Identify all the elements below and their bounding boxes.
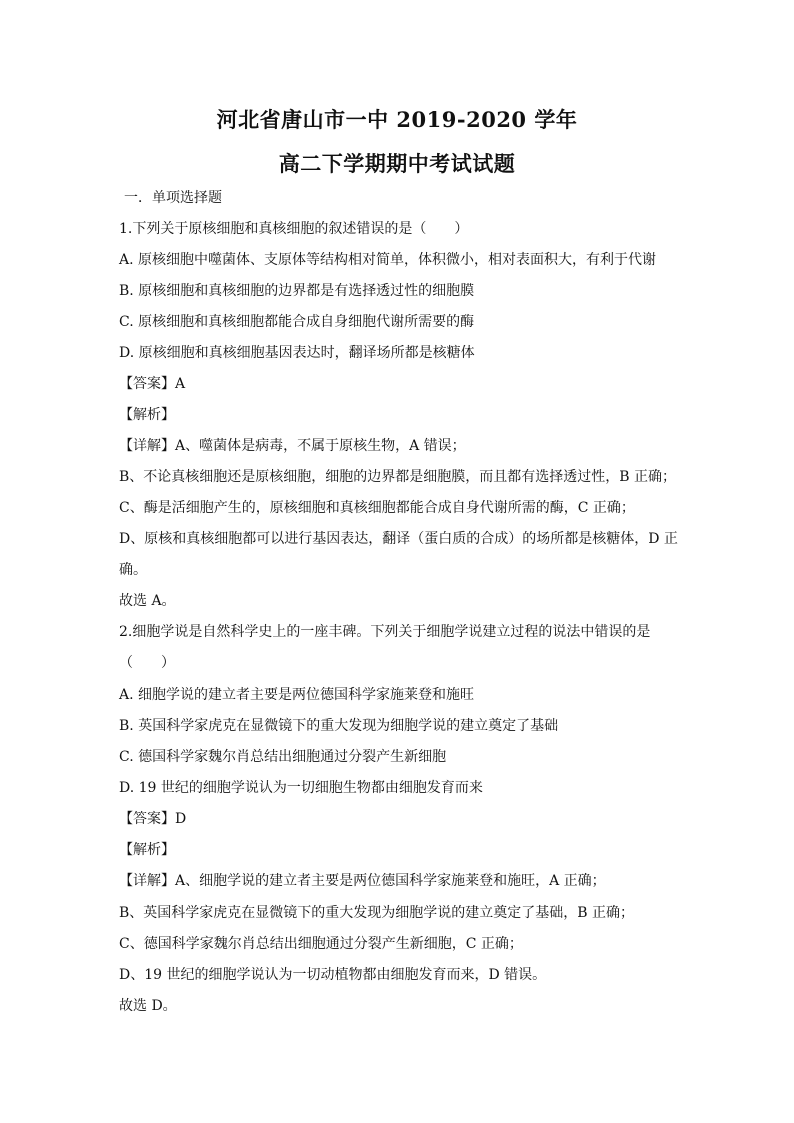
q2-explanation-line: C、德国科学家魏尔肖总结出细胞通过分裂产生新细胞，C 正确；: [119, 936, 523, 952]
q1-option-b: B. 原核细胞和真核细胞的边界都是有选择透过性的细胞膜: [119, 283, 475, 299]
q2-explanation-line: B、英国科学家虎克在显微镜下的重大发现为细胞学说的建立奠定了基础，B 正确；: [119, 905, 635, 921]
q1-explanation-line: B、不论真核细胞还是原核细胞，细胞的边界都是细胞膜，而且都有选择透过性，B 正确；: [119, 469, 677, 485]
q1-conclusion: 故选 A。: [119, 593, 176, 609]
q2-explanation-line: 【详解】A、细胞学说的建立者主要是两位德国科学家施莱登和施旺，A 正确；: [119, 873, 606, 889]
q1-answer: 【答案】A: [119, 376, 186, 392]
q1-explanation-line: D、原核和真核细胞都可以进行基因表达，翻译（蛋白质的合成）的场所都是核糖体，D 正: [119, 531, 678, 547]
q2-option-c: C. 德国科学家魏尔肖总结出细胞通过分裂产生新细胞: [119, 749, 447, 765]
q1-analysis-label: 【解析】: [119, 407, 175, 423]
q1-option-a: A. 原核细胞中噬菌体、支原体等结构相对简单，体积微小，相对表面积大，有利于代谢: [119, 252, 657, 268]
q1-explanation-line: 【详解】A、噬菌体是病毒，不属于原核生物，A 错误；: [119, 438, 466, 454]
q2-option-d: D. 19 世纪的细胞学说认为一切细胞生物都由细胞发育而来: [119, 780, 483, 796]
q1-stem: 1.下列关于原核细胞和真核细胞的叙述错误的是（ ）: [119, 221, 469, 237]
q2-explanation-line: D、19 世纪的细胞学说认为一切动植物都由细胞发育而来，D 错误。: [119, 967, 547, 983]
q1-option-c: C. 原核细胞和真核细胞都能合成自身细胞代谢所需要的酶: [119, 314, 475, 330]
q2-conclusion: 故选 D。: [119, 998, 177, 1014]
q1-option-d: D. 原核细胞和真核细胞基因表达时，翻译场所都是核糖体: [119, 345, 475, 361]
q1-explanation-line: C、酶是活细胞产生的，原核细胞和真核细胞都能合成自身代谢所需的酶，C 正确；: [119, 500, 635, 516]
q2-answer: 【答案】D: [119, 811, 187, 827]
q2-option-a: A. 细胞学说的建立者主要是两位德国科学家施莱登和施旺: [119, 687, 475, 703]
section-heading: 一．单项选择题: [124, 190, 222, 206]
q2-stem: 2.细胞学说是自然科学史上的一座丰碑。下列关于细胞学说建立过程的说法中错误的是: [119, 624, 651, 640]
q2-analysis-label: 【解析】: [119, 842, 175, 858]
document-title-line-2: 高二下学期期中考试试题: [278, 151, 516, 176]
document-title-line-1: 河北省唐山市一中 2019-2020 学年: [216, 107, 578, 132]
q1-explanation-line: 确。: [119, 562, 147, 578]
q2-option-b: B. 英国科学家虎克在显微镜下的重大发现为细胞学说的建立奠定了基础: [119, 718, 559, 734]
q2-stem-continued: （ ）: [119, 655, 175, 671]
